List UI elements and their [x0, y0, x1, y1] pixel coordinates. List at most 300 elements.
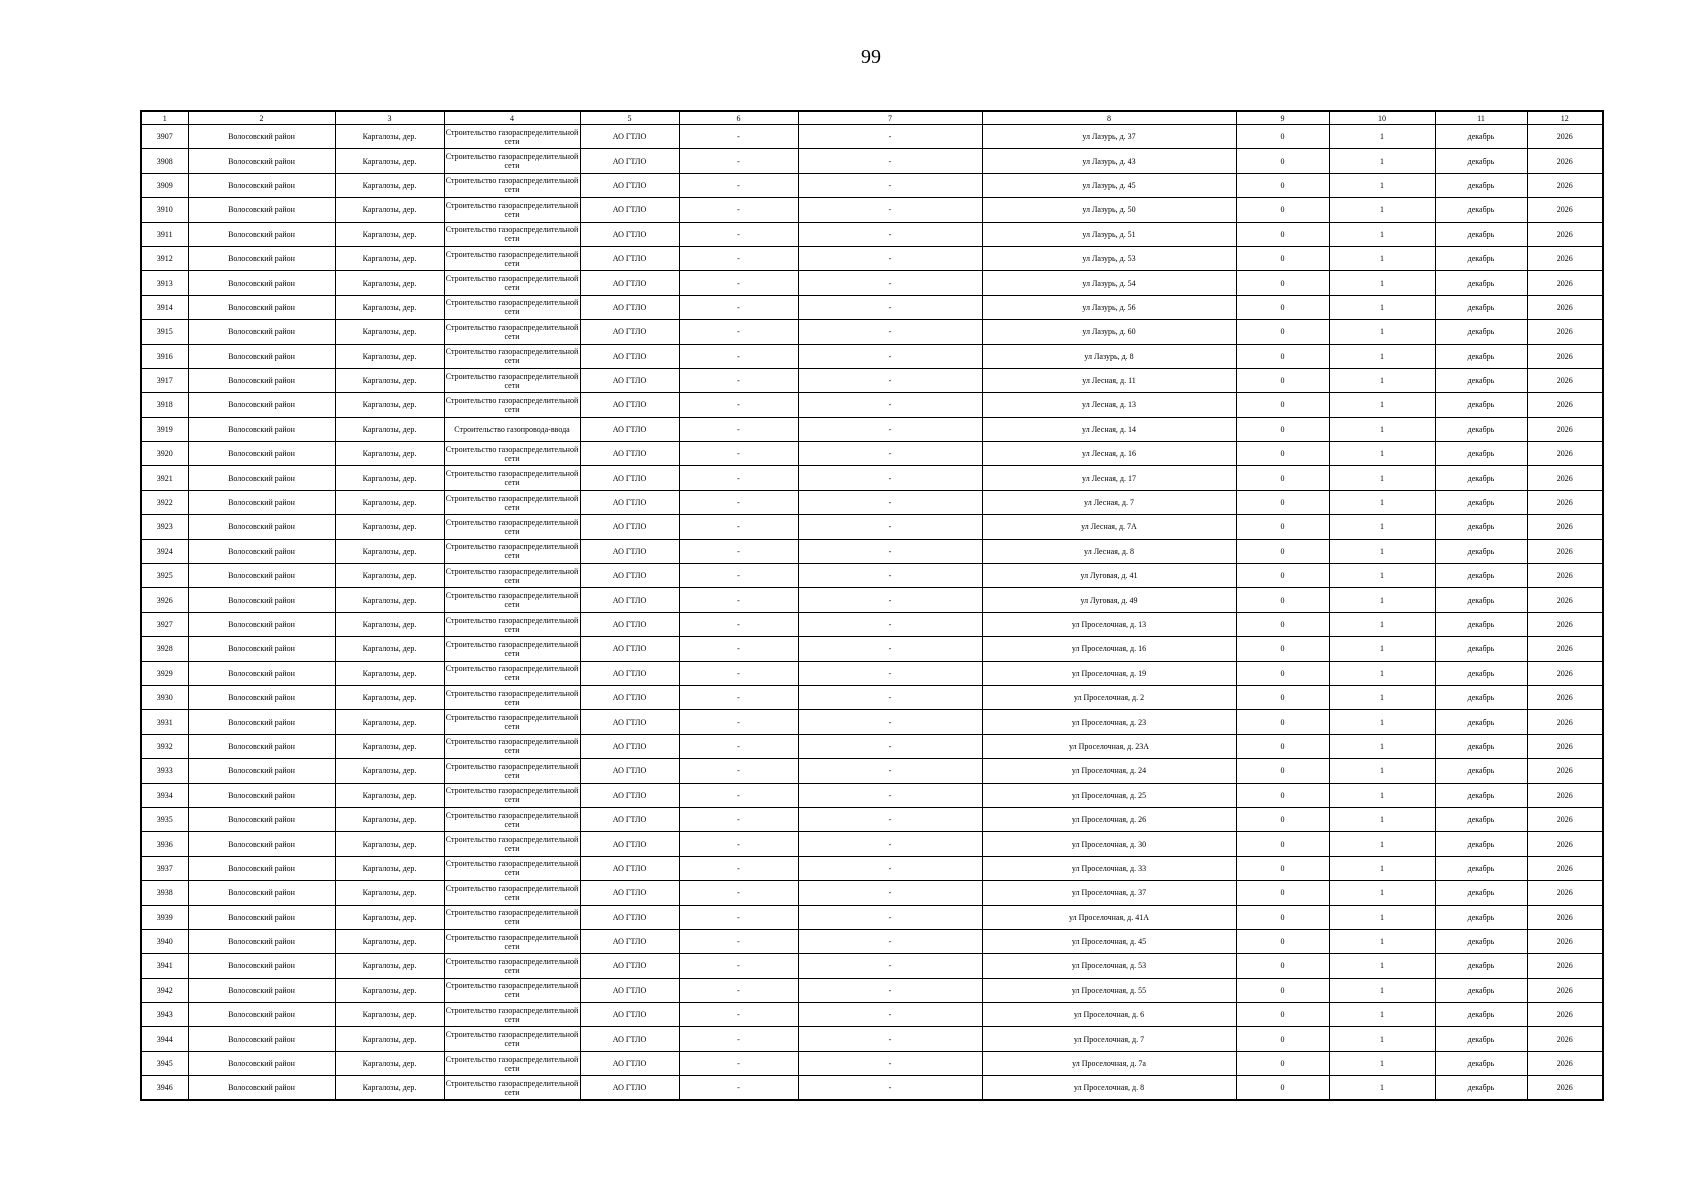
- address-cell: ул Лазурь, д. 43: [982, 149, 1236, 173]
- col6-cell: -: [679, 588, 798, 612]
- col6-cell: -: [679, 807, 798, 831]
- settlement-cell: Каргалозы, дер.: [335, 295, 444, 319]
- table-row: [141, 637, 1603, 661]
- col10-cell: 1: [1329, 661, 1435, 685]
- col6-cell: -: [679, 393, 798, 417]
- work-type-cell: Строительство газораспределительной сети: [444, 246, 580, 270]
- month-cell: декабрь: [1435, 442, 1527, 466]
- month-cell: декабрь: [1435, 417, 1527, 441]
- col7-cell: -: [798, 198, 982, 222]
- year-cell: 2026: [1527, 271, 1603, 295]
- col6-cell: -: [679, 149, 798, 173]
- address-cell: ул Проселочная, д. 7: [982, 1027, 1236, 1051]
- col7-cell: -: [798, 905, 982, 929]
- district-cell: Волосовский район: [188, 442, 335, 466]
- address-cell: ул Луговая, д. 41: [982, 564, 1236, 588]
- row-number-cell: 3915: [141, 320, 188, 344]
- district-cell: Волосовский район: [188, 685, 335, 709]
- address-cell: ул Лесная, д. 13: [982, 393, 1236, 417]
- row-number-cell: 3920: [141, 442, 188, 466]
- year-cell: 2026: [1527, 125, 1603, 149]
- work-type-cell: Строительство газораспределительной сети: [444, 685, 580, 709]
- district-cell: Волосовский район: [188, 368, 335, 392]
- column-header: 10: [1329, 111, 1435, 125]
- organization-cell: АО ГТЛО: [580, 149, 679, 173]
- work-type-cell: Строительство газораспределительной сети: [444, 612, 580, 636]
- col7-cell: -: [798, 978, 982, 1002]
- column-header: 1: [141, 111, 188, 125]
- month-cell: декабрь: [1435, 905, 1527, 929]
- col10-cell: 1: [1329, 442, 1435, 466]
- row-number-cell: 3941: [141, 954, 188, 978]
- organization-cell: АО ГТЛО: [580, 856, 679, 880]
- address-cell: ул Лесная, д. 8: [982, 539, 1236, 563]
- month-cell: декабрь: [1435, 564, 1527, 588]
- col6-cell: -: [679, 978, 798, 1002]
- settlement-cell: Каргалозы, дер.: [335, 1051, 444, 1075]
- organization-cell: АО ГТЛО: [580, 198, 679, 222]
- row-number-cell: 3925: [141, 564, 188, 588]
- month-cell: декабрь: [1435, 807, 1527, 831]
- col6-cell: -: [679, 246, 798, 270]
- year-cell: 2026: [1527, 954, 1603, 978]
- year-cell: 2026: [1527, 442, 1603, 466]
- table-row: [141, 978, 1603, 1002]
- organization-cell: АО ГТЛО: [580, 734, 679, 758]
- organization-cell: АО ГТЛО: [580, 929, 679, 953]
- table-row: [141, 490, 1603, 514]
- settlement-cell: Каргалозы, дер.: [335, 515, 444, 539]
- settlement-cell: Каргалозы, дер.: [335, 1027, 444, 1051]
- address-cell: ул Проселочная, д. 8: [982, 1076, 1236, 1100]
- settlement-cell: Каргалозы, дер.: [335, 637, 444, 661]
- settlement-cell: Каргалозы, дер.: [335, 393, 444, 417]
- col7-cell: -: [798, 246, 982, 270]
- col10-cell: 1: [1329, 466, 1435, 490]
- table-row: [141, 1076, 1603, 1100]
- col10-cell: 1: [1329, 1027, 1435, 1051]
- month-cell: декабрь: [1435, 222, 1527, 246]
- address-cell: ул Проселочная, д. 24: [982, 759, 1236, 783]
- year-cell: 2026: [1527, 637, 1603, 661]
- organization-cell: АО ГТЛО: [580, 783, 679, 807]
- col10-cell: 1: [1329, 125, 1435, 149]
- address-cell: ул Лесная, д. 7: [982, 490, 1236, 514]
- row-number-cell: 3946: [141, 1076, 188, 1100]
- col10-cell: 1: [1329, 734, 1435, 758]
- col10-cell: 1: [1329, 637, 1435, 661]
- settlement-cell: Каргалозы, дер.: [335, 978, 444, 1002]
- settlement-cell: Каргалозы, дер.: [335, 759, 444, 783]
- col6-cell: -: [679, 539, 798, 563]
- work-type-cell: Строительство газораспределительной сети: [444, 978, 580, 1002]
- organization-cell: АО ГТЛО: [580, 710, 679, 734]
- col9-cell: 0: [1236, 954, 1329, 978]
- col10-cell: 1: [1329, 295, 1435, 319]
- year-cell: 2026: [1527, 295, 1603, 319]
- organization-cell: АО ГТЛО: [580, 442, 679, 466]
- col6-cell: -: [679, 564, 798, 588]
- col9-cell: 0: [1236, 246, 1329, 270]
- address-cell: ул Проселочная, д. 13: [982, 612, 1236, 636]
- col10-cell: 1: [1329, 149, 1435, 173]
- settlement-cell: Каргалозы, дер.: [335, 783, 444, 807]
- month-cell: декабрь: [1435, 954, 1527, 978]
- col7-cell: -: [798, 393, 982, 417]
- address-cell: ул Проселочная, д. 30: [982, 832, 1236, 856]
- row-number-cell: 3922: [141, 490, 188, 514]
- district-cell: Волосовский район: [188, 759, 335, 783]
- address-cell: ул Проселочная, д. 16: [982, 637, 1236, 661]
- row-number-cell: 3926: [141, 588, 188, 612]
- district-cell: Волосовский район: [188, 149, 335, 173]
- month-cell: декабрь: [1435, 1076, 1527, 1100]
- row-number-cell: 3931: [141, 710, 188, 734]
- district-cell: Волосовский район: [188, 539, 335, 563]
- district-cell: Волосовский район: [188, 734, 335, 758]
- table-row: [141, 466, 1603, 490]
- district-cell: Волосовский район: [188, 661, 335, 685]
- row-number-cell: 3936: [141, 832, 188, 856]
- month-cell: декабрь: [1435, 466, 1527, 490]
- settlement-cell: Каргалозы, дер.: [335, 344, 444, 368]
- table-row: [141, 564, 1603, 588]
- district-cell: Волосовский район: [188, 490, 335, 514]
- month-cell: декабрь: [1435, 1051, 1527, 1075]
- col10-cell: 1: [1329, 564, 1435, 588]
- settlement-cell: Каргалозы, дер.: [335, 734, 444, 758]
- col10-cell: 1: [1329, 246, 1435, 270]
- col10-cell: 1: [1329, 368, 1435, 392]
- year-cell: 2026: [1527, 564, 1603, 588]
- col9-cell: 0: [1236, 466, 1329, 490]
- organization-cell: АО ГТЛО: [580, 564, 679, 588]
- col10-cell: 1: [1329, 1051, 1435, 1075]
- organization-cell: АО ГТЛО: [580, 490, 679, 514]
- settlement-cell: Каргалозы, дер.: [335, 466, 444, 490]
- table-row: [141, 710, 1603, 734]
- row-number-cell: 3917: [141, 368, 188, 392]
- col10-cell: 1: [1329, 344, 1435, 368]
- year-cell: 2026: [1527, 832, 1603, 856]
- month-cell: декабрь: [1435, 637, 1527, 661]
- organization-cell: АО ГТЛО: [580, 368, 679, 392]
- col6-cell: -: [679, 368, 798, 392]
- month-cell: декабрь: [1435, 368, 1527, 392]
- settlement-cell: Каргалозы, дер.: [335, 1003, 444, 1027]
- col10-cell: 1: [1329, 198, 1435, 222]
- col9-cell: 0: [1236, 734, 1329, 758]
- col6-cell: -: [679, 222, 798, 246]
- address-cell: ул Лазурь, д. 8: [982, 344, 1236, 368]
- col7-cell: -: [798, 320, 982, 344]
- column-header: 9: [1236, 111, 1329, 125]
- work-type-cell: Строительство газораспределительной сети: [444, 734, 580, 758]
- col9-cell: 0: [1236, 588, 1329, 612]
- table-row: [141, 954, 1603, 978]
- col6-cell: -: [679, 929, 798, 953]
- district-cell: Волосовский район: [188, 417, 335, 441]
- table-row: [141, 246, 1603, 270]
- column-header: 3: [335, 111, 444, 125]
- address-cell: ул Проселочная, д. 25: [982, 783, 1236, 807]
- work-type-cell: Строительство газораспределительной сети: [444, 149, 580, 173]
- settlement-cell: Каргалозы, дер.: [335, 442, 444, 466]
- col10-cell: 1: [1329, 515, 1435, 539]
- settlement-cell: Каргалозы, дер.: [335, 222, 444, 246]
- address-cell: ул Лазурь, д. 54: [982, 271, 1236, 295]
- year-cell: 2026: [1527, 173, 1603, 197]
- col6-cell: -: [679, 466, 798, 490]
- district-cell: Волосовский район: [188, 246, 335, 270]
- district-cell: Волосовский район: [188, 320, 335, 344]
- col6-cell: -: [679, 832, 798, 856]
- row-number-cell: 3923: [141, 515, 188, 539]
- district-cell: Волосовский район: [188, 710, 335, 734]
- col7-cell: -: [798, 661, 982, 685]
- work-type-cell: Строительство газораспределительной сети: [444, 637, 580, 661]
- year-cell: 2026: [1527, 368, 1603, 392]
- col7-cell: -: [798, 125, 982, 149]
- work-type-cell: Строительство газораспределительной сети: [444, 173, 580, 197]
- table-row: [141, 856, 1603, 880]
- year-cell: 2026: [1527, 588, 1603, 612]
- year-cell: 2026: [1527, 661, 1603, 685]
- table-row: [141, 905, 1603, 929]
- district-cell: Волосовский район: [188, 588, 335, 612]
- year-cell: 2026: [1527, 222, 1603, 246]
- address-cell: ул Проселочная, д. 23: [982, 710, 1236, 734]
- col10-cell: 1: [1329, 588, 1435, 612]
- col10-cell: 1: [1329, 929, 1435, 953]
- row-number-cell: 3930: [141, 685, 188, 709]
- address-cell: ул Проселочная, д. 26: [982, 807, 1236, 831]
- table-row: [141, 149, 1603, 173]
- table-row: [141, 173, 1603, 197]
- table-row: [141, 125, 1603, 149]
- month-cell: декабрь: [1435, 881, 1527, 905]
- col10-cell: 1: [1329, 271, 1435, 295]
- col10-cell: 1: [1329, 685, 1435, 709]
- year-cell: 2026: [1527, 978, 1603, 1002]
- col9-cell: 0: [1236, 905, 1329, 929]
- table-row: [141, 539, 1603, 563]
- month-cell: декабрь: [1435, 125, 1527, 149]
- year-cell: 2026: [1527, 1051, 1603, 1075]
- organization-cell: АО ГТЛО: [580, 954, 679, 978]
- col9-cell: 0: [1236, 271, 1329, 295]
- month-cell: декабрь: [1435, 539, 1527, 563]
- table-row: [141, 685, 1603, 709]
- district-cell: Волосовский район: [188, 515, 335, 539]
- col9-cell: 0: [1236, 125, 1329, 149]
- address-cell: ул Проселочная, д. 6: [982, 1003, 1236, 1027]
- district-cell: Волосовский район: [188, 564, 335, 588]
- year-cell: 2026: [1527, 685, 1603, 709]
- settlement-cell: Каргалозы, дер.: [335, 173, 444, 197]
- row-number-cell: 3909: [141, 173, 188, 197]
- organization-cell: АО ГТЛО: [580, 222, 679, 246]
- row-number-cell: 3932: [141, 734, 188, 758]
- col7-cell: -: [798, 271, 982, 295]
- col7-cell: -: [798, 954, 982, 978]
- district-cell: Волосовский район: [188, 856, 335, 880]
- row-number-cell: 3921: [141, 466, 188, 490]
- col9-cell: 0: [1236, 978, 1329, 1002]
- col6-cell: -: [679, 515, 798, 539]
- organization-cell: АО ГТЛО: [580, 125, 679, 149]
- address-cell: ул Проселочная, д. 45: [982, 929, 1236, 953]
- col7-cell: -: [798, 368, 982, 392]
- col6-cell: -: [679, 295, 798, 319]
- work-type-cell: Строительство газораспределительной сети: [444, 564, 580, 588]
- year-cell: 2026: [1527, 734, 1603, 758]
- gas-registry-table: [140, 110, 1604, 1101]
- month-cell: декабрь: [1435, 710, 1527, 734]
- table-row: [141, 929, 1603, 953]
- organization-cell: АО ГТЛО: [580, 295, 679, 319]
- table-row: [141, 368, 1603, 392]
- col10-cell: 1: [1329, 710, 1435, 734]
- col7-cell: -: [798, 881, 982, 905]
- col6-cell: -: [679, 661, 798, 685]
- address-cell: ул Проселочная, д. 41А: [982, 905, 1236, 929]
- settlement-cell: Каргалозы, дер.: [335, 588, 444, 612]
- col6-cell: -: [679, 881, 798, 905]
- col9-cell: 0: [1236, 881, 1329, 905]
- month-cell: декабрь: [1435, 734, 1527, 758]
- year-cell: 2026: [1527, 929, 1603, 953]
- work-type-cell: Строительство газораспределительной сети: [444, 320, 580, 344]
- col6-cell: -: [679, 1003, 798, 1027]
- work-type-cell: Строительство газораспределительной сети: [444, 783, 580, 807]
- table-row: [141, 612, 1603, 636]
- col6-cell: -: [679, 125, 798, 149]
- work-type-cell: Строительство газораспределительной сети: [444, 710, 580, 734]
- work-type-cell: Строительство газораспределительной сети: [444, 807, 580, 831]
- address-cell: ул Лазурь, д. 53: [982, 246, 1236, 270]
- work-type-cell: Строительство газораспределительной сети: [444, 466, 580, 490]
- settlement-cell: Каргалозы, дер.: [335, 685, 444, 709]
- address-cell: ул Проселочная, д. 7а: [982, 1051, 1236, 1075]
- organization-cell: АО ГТЛО: [580, 1076, 679, 1100]
- col7-cell: -: [798, 417, 982, 441]
- month-cell: декабрь: [1435, 588, 1527, 612]
- table-row: [141, 320, 1603, 344]
- month-cell: декабрь: [1435, 832, 1527, 856]
- address-cell: ул Проселочная, д. 55: [982, 978, 1236, 1002]
- col7-cell: -: [798, 807, 982, 831]
- organization-cell: АО ГТЛО: [580, 685, 679, 709]
- row-number-cell: 3942: [141, 978, 188, 1002]
- month-cell: декабрь: [1435, 978, 1527, 1002]
- col7-cell: -: [798, 1003, 982, 1027]
- district-cell: Волосовский район: [188, 1076, 335, 1100]
- col6-cell: -: [679, 612, 798, 636]
- column-number-row: [141, 111, 1603, 125]
- year-cell: 2026: [1527, 149, 1603, 173]
- table-row: [141, 588, 1603, 612]
- month-cell: декабрь: [1435, 1003, 1527, 1027]
- year-cell: 2026: [1527, 1027, 1603, 1051]
- col7-cell: -: [798, 637, 982, 661]
- row-number-cell: 3918: [141, 393, 188, 417]
- col9-cell: 0: [1236, 1051, 1329, 1075]
- month-cell: декабрь: [1435, 1027, 1527, 1051]
- col7-cell: -: [798, 1076, 982, 1100]
- work-type-cell: Строительство газораспределительной сети: [444, 1051, 580, 1075]
- col7-cell: -: [798, 856, 982, 880]
- col10-cell: 1: [1329, 612, 1435, 636]
- work-type-cell: Строительство газораспределительной сети: [444, 954, 580, 978]
- organization-cell: АО ГТЛО: [580, 978, 679, 1002]
- address-cell: ул Лесная, д. 17: [982, 466, 1236, 490]
- settlement-cell: Каргалозы, дер.: [335, 954, 444, 978]
- table-row: [141, 734, 1603, 758]
- row-number-cell: 3938: [141, 881, 188, 905]
- address-cell: ул Проселочная, д. 33: [982, 856, 1236, 880]
- col6-cell: -: [679, 1051, 798, 1075]
- column-header: 8: [982, 111, 1236, 125]
- column-header: 6: [679, 111, 798, 125]
- organization-cell: АО ГТЛО: [580, 637, 679, 661]
- col6-cell: -: [679, 417, 798, 441]
- work-type-cell: Строительство газопровода-ввода: [444, 417, 580, 441]
- address-cell: ул Проселочная, д. 23А: [982, 734, 1236, 758]
- row-number-cell: 3928: [141, 637, 188, 661]
- district-cell: Волосовский район: [188, 783, 335, 807]
- col9-cell: 0: [1236, 564, 1329, 588]
- row-number-cell: 3937: [141, 856, 188, 880]
- month-cell: декабрь: [1435, 783, 1527, 807]
- col7-cell: -: [798, 515, 982, 539]
- settlement-cell: Каргалозы, дер.: [335, 198, 444, 222]
- address-cell: ул Лазурь, д. 37: [982, 125, 1236, 149]
- settlement-cell: Каргалозы, дер.: [335, 417, 444, 441]
- table-row: [141, 222, 1603, 246]
- year-cell: 2026: [1527, 1003, 1603, 1027]
- district-cell: Волосовский район: [188, 978, 335, 1002]
- year-cell: 2026: [1527, 198, 1603, 222]
- month-cell: декабрь: [1435, 856, 1527, 880]
- district-cell: Волосовский район: [188, 954, 335, 978]
- col7-cell: -: [798, 783, 982, 807]
- row-number-cell: 3910: [141, 198, 188, 222]
- year-cell: 2026: [1527, 856, 1603, 880]
- year-cell: 2026: [1527, 466, 1603, 490]
- year-cell: 2026: [1527, 515, 1603, 539]
- settlement-cell: Каргалозы, дер.: [335, 125, 444, 149]
- organization-cell: АО ГТЛО: [580, 515, 679, 539]
- district-cell: Волосовский район: [188, 1003, 335, 1027]
- month-cell: декабрь: [1435, 490, 1527, 514]
- col7-cell: -: [798, 1051, 982, 1075]
- col9-cell: 0: [1236, 198, 1329, 222]
- col7-cell: -: [798, 466, 982, 490]
- col9-cell: 0: [1236, 710, 1329, 734]
- settlement-cell: Каргалозы, дер.: [335, 612, 444, 636]
- col7-cell: -: [798, 442, 982, 466]
- col9-cell: 0: [1236, 320, 1329, 344]
- col9-cell: 0: [1236, 783, 1329, 807]
- col9-cell: 0: [1236, 1003, 1329, 1027]
- year-cell: 2026: [1527, 320, 1603, 344]
- col6-cell: -: [679, 783, 798, 807]
- col10-cell: 1: [1329, 1076, 1435, 1100]
- work-type-cell: Строительство газораспределительной сети: [444, 881, 580, 905]
- table-row: [141, 295, 1603, 319]
- district-cell: Волосовский район: [188, 295, 335, 319]
